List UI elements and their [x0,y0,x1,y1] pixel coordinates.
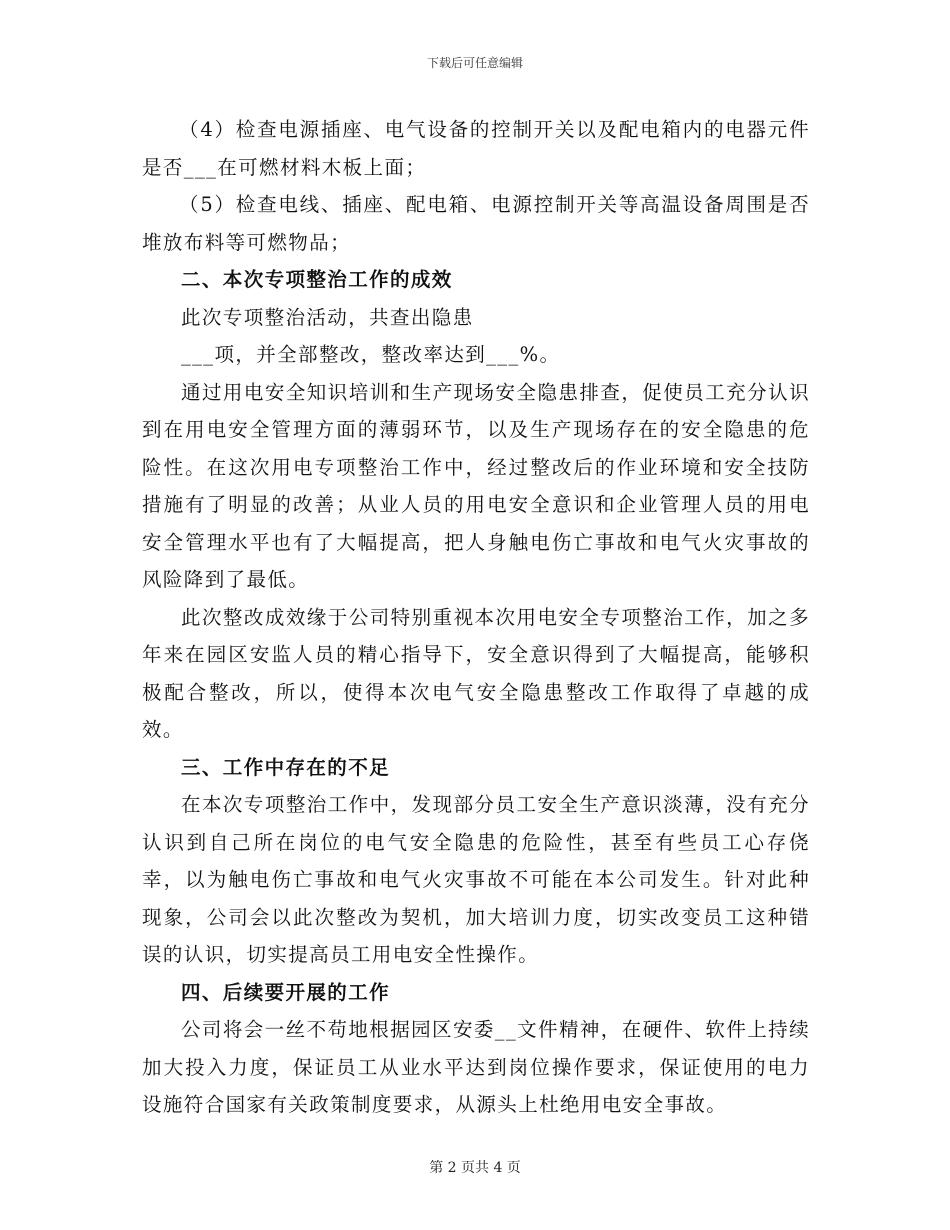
page-header: 下载后可任意编辑 [426,56,523,70]
paragraph-results-detail: 通过用电安全知识培训和生产现场安全隐患排查，促使员工充分认识到在用电安全管理方面的薄弱环节，以及生产现场存在的安全隐患的危险性。在这次用电专项整治工作中，经过整改后的作业环境和安全技防措施有了明显的改善；从业人员的用电安全意识和企业管理人员的用电安全管理水平也有了大幅提高，把人身触电伤亡事故和电气火灾事故的风险降到了最低。 [142,380,810,591]
document-body [142,111,810,1124]
paragraph-check-5: （5）检查电线、插座、配电箱、电源控制开关等高温设备周围是否堆放布料等可燃物品； [142,193,810,254]
paragraph-results-reason: 此次整改成效缘于公司特别重视本次用电安全专项整治工作，加之多年来在园区安监人员的精心指导下，安全意识得到了大幅提高，能够积极配合整改，所以，使得本次电气安全隐患整改工作取得了卓越的成效。 [142,605,810,741]
paragraph-shortcomings: 在本次专项整治工作中，发现部分员工安全生产意识淡薄，没有充分认识到自己所在岗位的电气安全隐患的危险性，甚至有些员工心存侥幸，以为触电伤亡事故和电气火灾事故不可能在本公司发生。针对此种现象，公司会以此次整改为契机，加大培训力度，切实改变员工这种错误的认识，切实提高员工用电安全性操作。 [142,793,810,966]
paragraph-results-count: ___项，并全部整改，整改率达到___%。 [181,343,561,366]
section-heading-followup: 四、后续要开展的工作 [181,980,391,1004]
page-footer: 第 2 页共 4 页 [429,1160,521,1176]
paragraph-results-intro: 此次专项整治活动，共查出隐患 [181,305,474,329]
paragraph-check-4: （4）检查电源插座、电气设备的控制开关以及配电箱内的电器元件是否___在可燃材料木板上面； [142,118,810,179]
paragraph-followup: 公司将会一丝不苟地根据园区安委__文件精神，在硬件、软件上持续加大投入力度，保证员工从业水平达到岗位操作要求，保证使用的电力设施符合国家有关政策制度要求，从源头上杜绝用电安全事故。 [142,1018,810,1116]
section-heading-results: 二、本次专项整治工作的成效 [181,268,453,291]
section-heading-shortcomings: 三、工作中存在的不足 [181,755,391,779]
